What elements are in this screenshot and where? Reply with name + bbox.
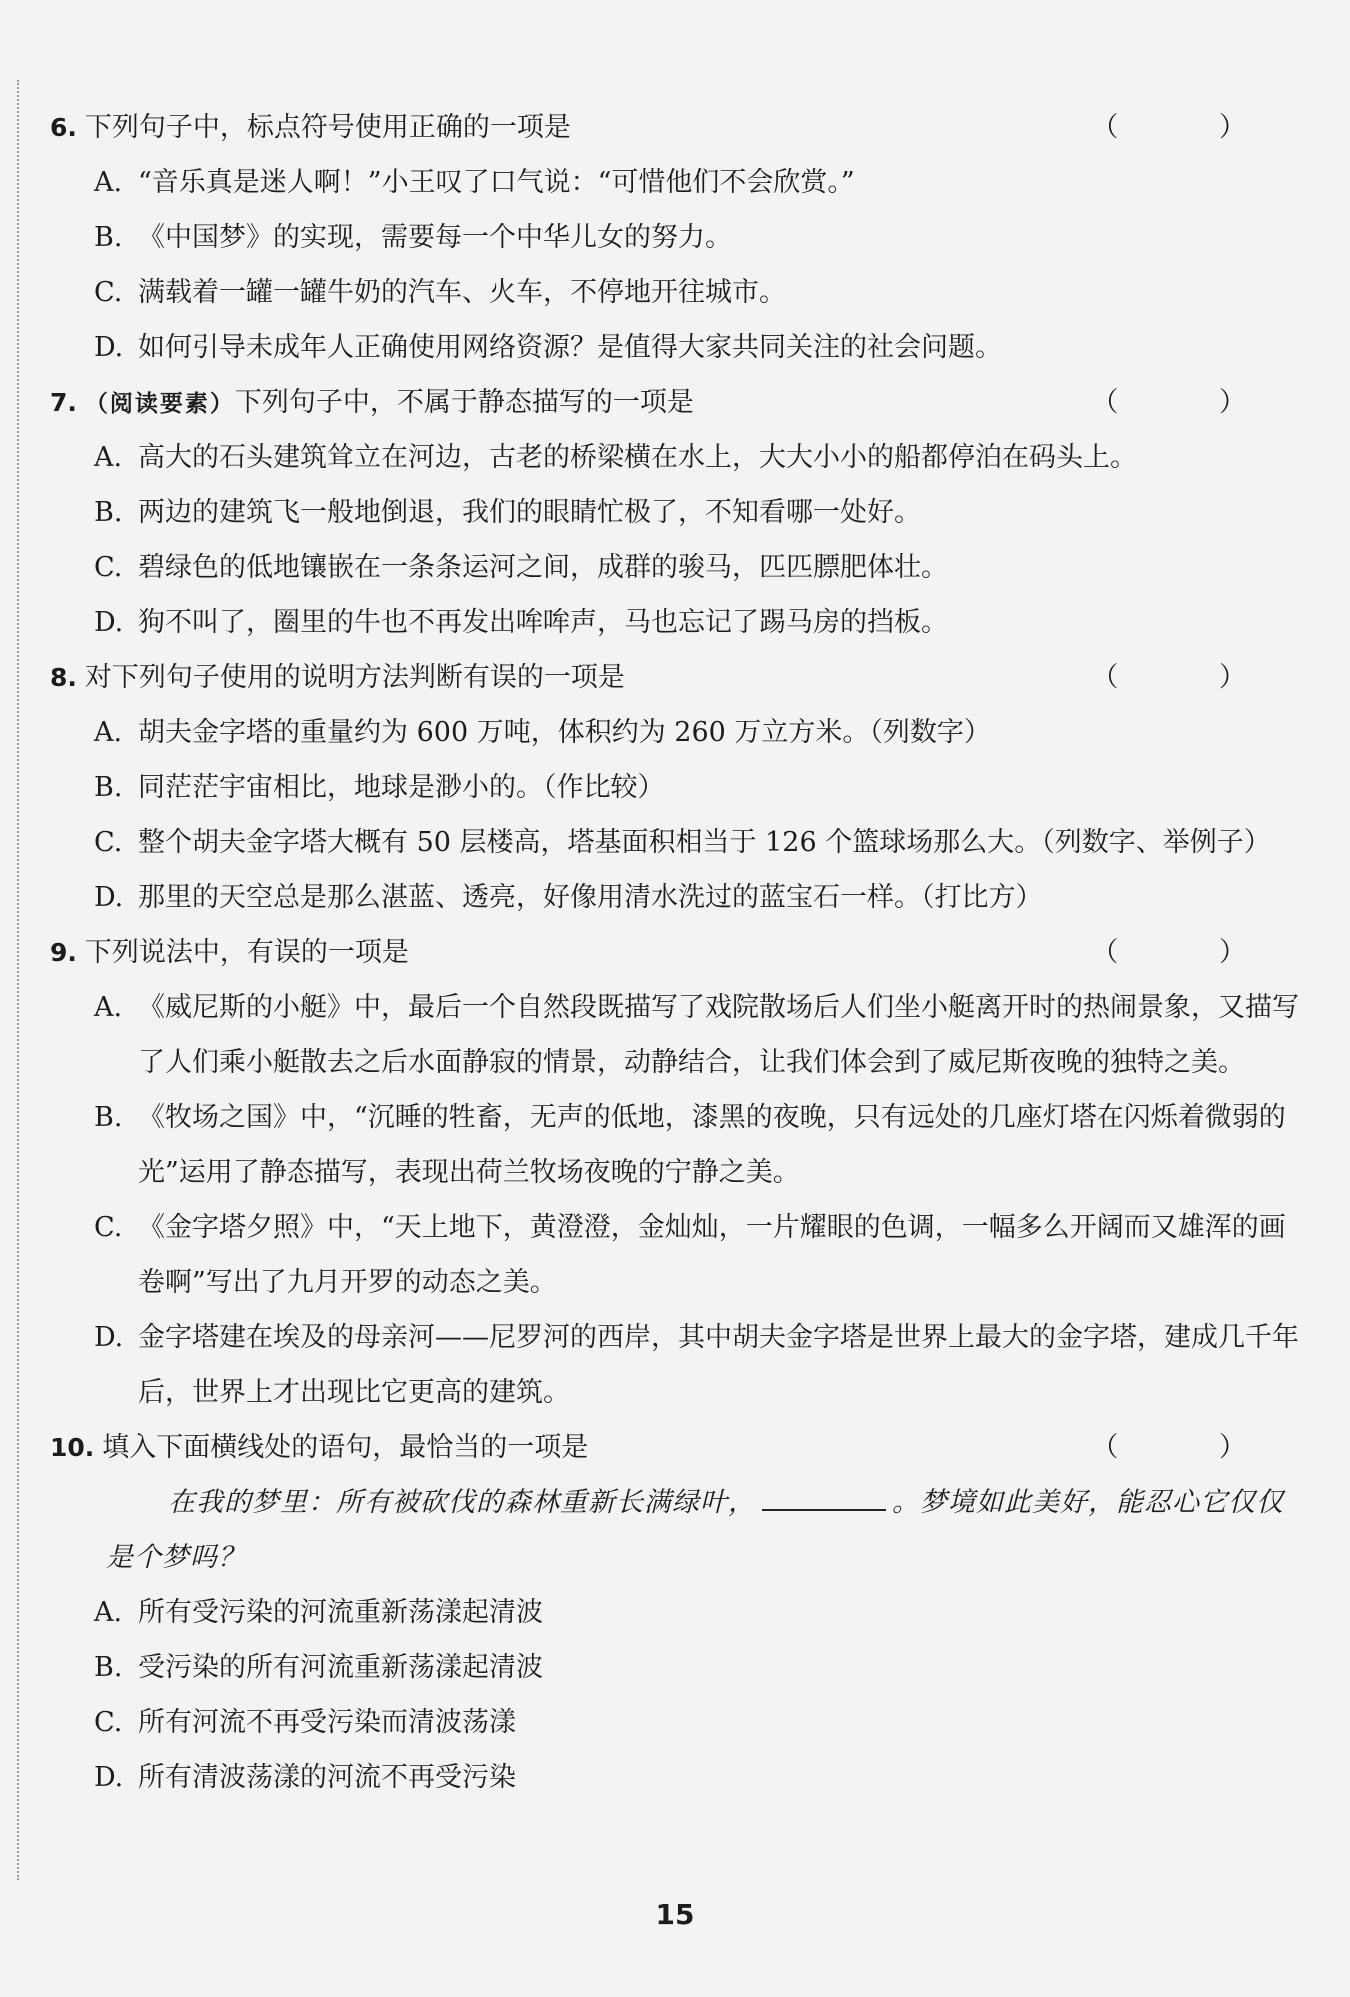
option-text: 碧绿色的低地镶嵌在一条条运河之间，成群的骏马，匹匹膘肥体壮。 — [138, 552, 948, 583]
option-text: 两边的建筑飞一般地倒退，我们的眼睛忙极了，不知看哪一处好。 — [138, 497, 921, 528]
option-letter: D. — [94, 332, 124, 363]
question-number: 10. — [50, 1433, 95, 1462]
passage-text-after: 。梦境如此美好，能忍心它仅仅是个梦吗？ — [106, 1487, 1284, 1573]
option-text: 所有受污染的河流重新荡漾起清波 — [138, 1597, 543, 1628]
option-text: 狗不叫了，圈里的牛也不再发出哞哞声，马也忘记了踢马房的挡板。 — [138, 607, 948, 638]
option-a[interactable] — [50, 980, 1300, 1090]
option-letter: C. — [94, 1707, 123, 1738]
question-8-stem — [50, 650, 1300, 705]
option-letter: A. — [94, 717, 123, 748]
option-letter: C. — [94, 827, 123, 858]
passage-text-before: 在我的梦里：所有被砍伐的森林重新长满绿叶， — [168, 1487, 756, 1518]
option-b[interactable] — [50, 1090, 1300, 1200]
option-c[interactable] — [50, 1200, 1300, 1310]
option-letter: B. — [94, 222, 123, 253]
question-6-stem — [50, 100, 1300, 155]
question-8 — [50, 650, 1300, 925]
option-b[interactable] — [50, 485, 1300, 540]
answer-parentheses[interactable]: （ ） — [1091, 387, 1292, 418]
option-letter: A. — [94, 167, 123, 198]
fill-in-blank[interactable] — [762, 1481, 886, 1511]
question-number: 8. — [50, 663, 77, 692]
option-text: 那里的天空总是那么湛蓝、透亮，好像用清水洗过的蓝宝石一样。（打比方） — [138, 882, 1043, 913]
option-c[interactable] — [50, 1695, 1300, 1750]
option-b[interactable] — [50, 1640, 1300, 1695]
reading-passage — [50, 1475, 1300, 1585]
option-text: 胡夫金字塔的重量约为 600 万吨，体积约为 260 万立方米。（列数字） — [138, 717, 991, 748]
option-d[interactable] — [50, 595, 1300, 650]
option-c[interactable] — [50, 815, 1300, 870]
option-letter: D. — [94, 1762, 124, 1793]
option-text: 《牧场之国》中，“沉睡的牲畜，无声的低地，漆黑的夜晚，只有远处的几座灯塔在闪烁着微弱的光”运用了静态描写，表现出荷兰牧场夜晚的宁静之美。 — [138, 1102, 1286, 1188]
option-letter: D. — [94, 607, 124, 638]
question-number: 6. — [50, 113, 77, 142]
option-letter: A. — [94, 1597, 123, 1628]
option-text: 同茫茫宇宙相比，地球是渺小的。（作比较） — [138, 772, 665, 803]
option-letter: B. — [94, 1652, 123, 1683]
question-7-stem — [50, 375, 1300, 430]
option-d[interactable] — [50, 320, 1300, 375]
option-b[interactable] — [50, 760, 1300, 815]
option-d[interactable] — [50, 1750, 1300, 1805]
option-letter: B. — [94, 772, 123, 803]
option-text: 整个胡夫金字塔大概有 50 层楼高，塔基面积相当于 126 个篮球场那么大。（列数字、举例子） — [138, 827, 1271, 858]
option-d[interactable] — [50, 870, 1300, 925]
option-text: 《威尼斯的小艇》中，最后一个自然段既描写了戏院散场后人们坐小艇离开时的热闹景象，又描写了人们乘小艇散去之后水面静寂的情景，动静结合，让我们体会到了威尼斯夜晚的独特之美。 — [138, 992, 1299, 1078]
option-letter: B. — [94, 497, 123, 528]
option-letter: C. — [94, 1212, 123, 1243]
question-7 — [50, 375, 1300, 650]
question-text: 对下列句子使用的说明方法判断有误的一项是 — [84, 662, 625, 693]
option-letter: A. — [94, 442, 123, 473]
option-letter: D. — [94, 1322, 124, 1353]
option-text: 高大的石头建筑耸立在河边，古老的桥梁横在水上，大大小小的船都停泊在码头上。 — [138, 442, 1137, 473]
option-d[interactable] — [50, 1310, 1300, 1420]
answer-parentheses[interactable]: （ ） — [1091, 112, 1292, 143]
option-text: “音乐真是迷人啊！”小王叹了口气说：“可惜他们不会欣赏。” — [138, 167, 855, 198]
answer-parentheses[interactable]: （ ） — [1091, 937, 1292, 968]
question-number: 7. — [50, 388, 77, 417]
option-letter: B. — [94, 1102, 123, 1133]
question-10-stem — [50, 1420, 1300, 1475]
question-text: 下列句子中，不属于静态描写的一项是 — [234, 387, 694, 418]
option-text: 金字塔建在埃及的母亲河——尼罗河的西岸，其中胡夫金字塔是世界上最大的金字塔，建成几千年后，世界上才出现比它更高的建筑。 — [138, 1322, 1299, 1408]
option-text: 《中国梦》的实现，需要每一个中华儿女的努力。 — [138, 222, 732, 253]
option-letter: C. — [94, 552, 123, 583]
question-text: 填入下面横线处的语句，最恰当的一项是 — [102, 1432, 589, 1463]
question-9 — [50, 925, 1300, 1420]
option-letter: D. — [94, 882, 124, 913]
option-text: 满载着一罐一罐牛奶的汽车、火车，不停地开往城市。 — [138, 277, 786, 308]
option-text: 所有清波荡漾的河流不再受污染 — [138, 1762, 516, 1793]
option-letter: A. — [94, 992, 123, 1023]
option-c[interactable] — [50, 265, 1300, 320]
option-text: 所有河流不再受污染而清波荡漾 — [138, 1707, 516, 1738]
option-letter: C. — [94, 277, 123, 308]
option-b[interactable] — [50, 210, 1300, 265]
reading-element-tag: （阅读要素） — [84, 390, 235, 417]
option-text: 如何引导未成年人正确使用网络资源？是值得大家共同关注的社会问题。 — [138, 332, 1002, 363]
question-6 — [50, 100, 1300, 375]
option-c[interactable] — [50, 540, 1300, 595]
option-text: 受污染的所有河流重新荡漾起清波 — [138, 1652, 543, 1683]
option-a[interactable] — [50, 705, 1300, 760]
option-a[interactable] — [50, 155, 1300, 210]
binding-margin-line — [17, 80, 19, 1880]
question-9-stem — [50, 925, 1300, 980]
page-number: 15 — [655, 1898, 695, 1931]
question-text: 下列句子中，标点符号使用正确的一项是 — [84, 112, 571, 143]
answer-parentheses[interactable]: （ ） — [1091, 662, 1292, 693]
question-text: 下列说法中，有误的一项是 — [84, 937, 409, 968]
question-number: 9. — [50, 938, 77, 967]
answer-parentheses[interactable]: （ ） — [1091, 1432, 1292, 1463]
question-10 — [50, 1420, 1300, 1805]
option-a[interactable] — [50, 430, 1300, 485]
option-text: 《金字塔夕照》中，“天上地下，黄澄澄，金灿灿，一片耀眼的色调，一幅多么开阔而又雄浑的画卷啊”写出了九月开罗的动态之美。 — [138, 1212, 1286, 1298]
option-a[interactable] — [50, 1585, 1300, 1640]
